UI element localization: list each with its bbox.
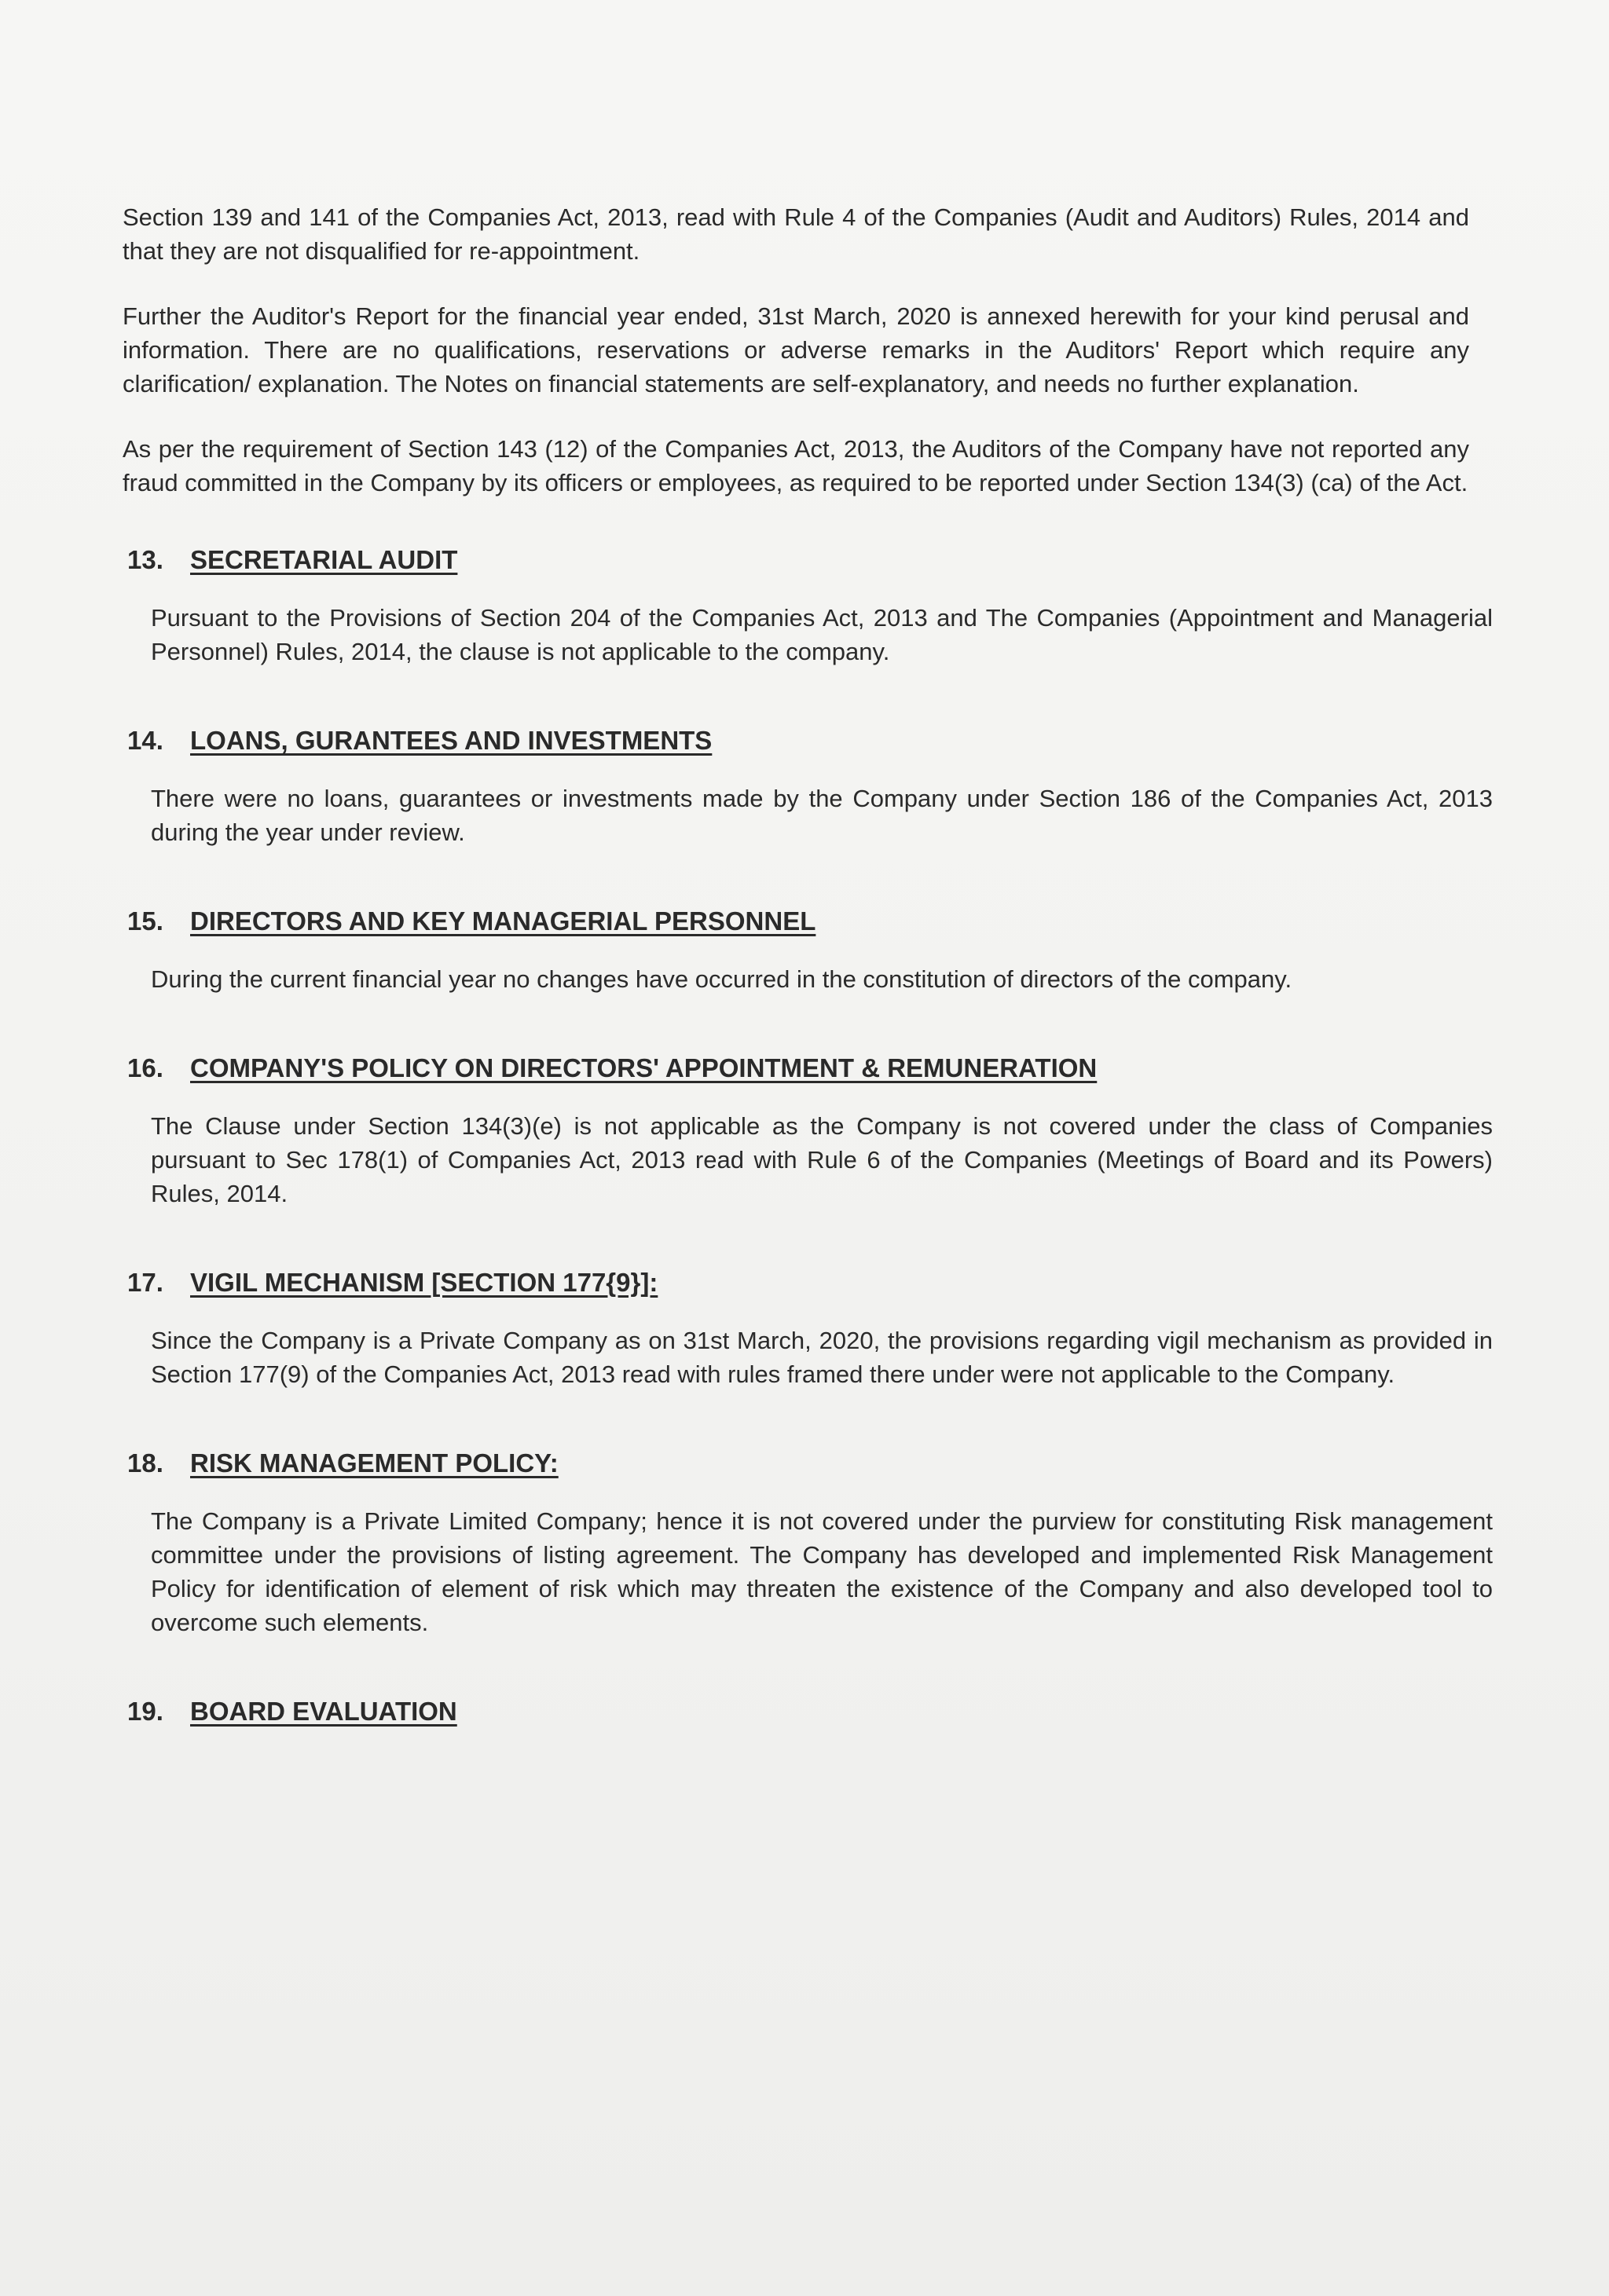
section-title: LOANS, GURANTEES AND INVESTMENTS	[190, 726, 713, 755]
section-body: During the current financial year no changes have occurred in the constitution of directors of the company.	[151, 965, 1292, 993]
section-heading	[127, 1446, 1469, 1481]
document-content	[118, 200, 1493, 1752]
section-number: 18.	[127, 1448, 163, 1478]
section-risk-management-policy	[118, 1446, 1493, 1639]
section-board-evaluation	[118, 1694, 1469, 1729]
section-body: The Company is a Private Limited Company; hence it is not covered under the purview for constituting Risk management committee under the provisions of listing agreement. The Company has developed and implemented Risk Management Policy for identification of element of risk which may threaten the existence of the Company and also developed tool to overcome such elements.	[151, 1507, 1493, 1636]
intro-paragraph-2: Further the Auditor's Report for the financial year ended, 31st March, 2020 is annexed herewith for your kind perusal and information. There are no qualifications, reservations or adverse remarks in the Auditors' Report which require any clarification/ explanation. The Notes on financial statements are self-explanatory, and needs no further explanation.	[123, 302, 1469, 397]
section-heading	[127, 1694, 1469, 1729]
section-title: RISK MANAGEMENT POLICY:	[190, 1448, 559, 1478]
section-body: Since the Company is a Private Company as on 31st March, 2020, the provisions regarding vigil mechanism as provided in Section 177(9) of the Companies Act, 2013 read with rules framed there under were not applicable to the Company.	[151, 1327, 1493, 1388]
section-number: 17.	[127, 1268, 163, 1297]
section-heading	[127, 723, 1469, 758]
section-title: BOARD EVALUATION	[190, 1697, 457, 1726]
section-title: VIGIL MECHANISM [SECTION 177{9}]:	[190, 1268, 658, 1297]
section-body: There were no loans, guarantees or investments made by the Company under Section 186 of the Companies Act, 2013 during the year under review.	[151, 785, 1493, 846]
section-heading	[127, 543, 1469, 577]
section-vigil-mechanism	[118, 1265, 1493, 1391]
section-number: 19.	[127, 1697, 163, 1726]
section-heading	[127, 904, 1469, 939]
section-number: 15.	[127, 906, 163, 936]
section-number: 13.	[127, 545, 163, 574]
section-secretarial-audit	[118, 543, 1493, 668]
intro-paragraph-3: As per the requirement of Section 143 (12) of the Companies Act, 2013, the Auditors of the Company have not reported any fraud committed in the Company by its officers or employees, as required to be reported under Section 134(3) (ca) of the Act.	[123, 435, 1469, 496]
section-loans-guarantees-investments	[118, 723, 1493, 849]
section-title: SECRETARIAL AUDIT	[190, 545, 458, 574]
section-directors-kmp	[118, 904, 1469, 996]
section-number: 16.	[127, 1053, 163, 1082]
section-heading	[127, 1265, 1469, 1300]
intro-paragraph-1: Section 139 and 141 of the Companies Act, 2013, read with Rule 4 of the Companies (Audit and Auditors) Rules, 2014 and that they are not disqualified for re-appointment.	[123, 203, 1469, 265]
section-title: COMPANY'S POLICY ON DIRECTORS' APPOINTMENT & REMUNERATION	[190, 1053, 1098, 1082]
section-number: 14.	[127, 726, 163, 755]
section-directors-appointment-policy	[118, 1051, 1493, 1210]
section-title: DIRECTORS AND KEY MANAGERIAL PERSONNEL	[190, 906, 816, 936]
section-heading	[127, 1051, 1469, 1086]
section-body: The Clause under Section 134(3)(e) is not applicable as the Company is not covered under the class of Companies pursuant to Sec 178(1) of Companies Act, 2013 read with Rule 6 of the Companies (Meetings of Board and its Powers) Rules, 2014.	[151, 1112, 1493, 1207]
section-body: Pursuant to the Provisions of Section 204 of the Companies Act, 2013 and The Companies (Appointment and Managerial Personnel) Rules, 2014, the clause is not applicable to the company.	[151, 604, 1493, 665]
